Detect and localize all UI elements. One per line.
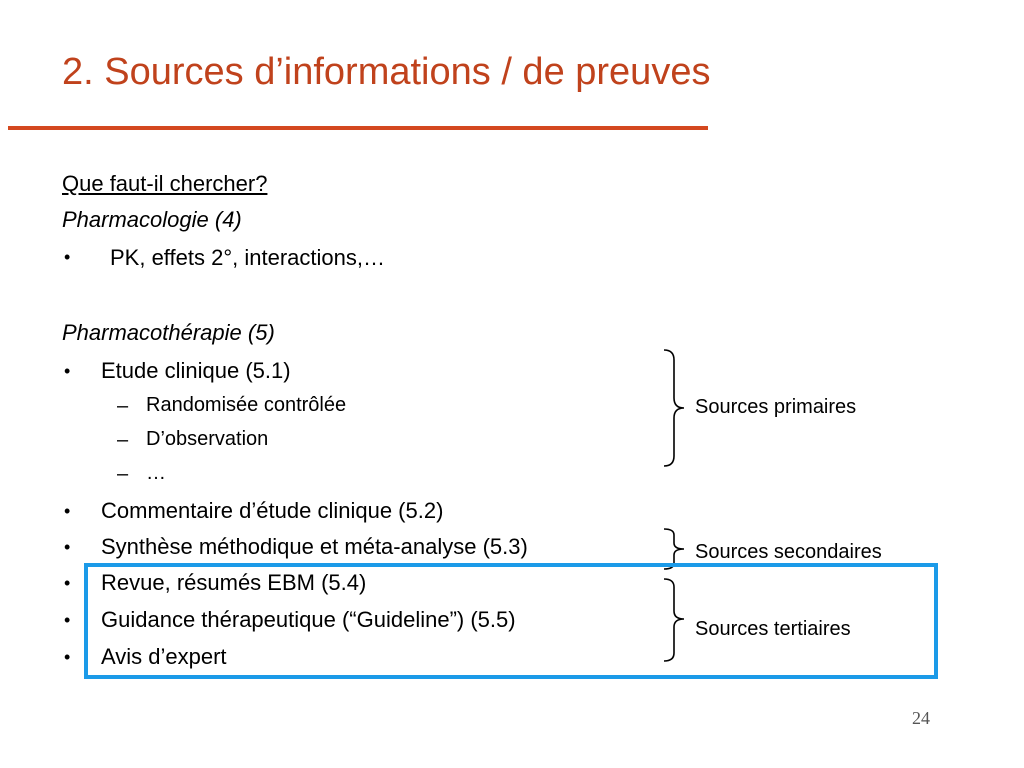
list-item-revue: Revue, résumés EBM (5.4) xyxy=(101,570,367,595)
bullet-marker: • xyxy=(64,647,71,667)
section-pharmacologie: Pharmacologie (4) xyxy=(62,207,242,232)
sub-item-randomisee: Randomisée contrôlée xyxy=(146,394,347,416)
subtitle-question: Que faut-il chercher? xyxy=(62,171,268,196)
list-item-commentaire: Commentaire d’étude clinique (5.2) xyxy=(101,498,444,523)
bullet-marker: • xyxy=(64,501,71,521)
label-sources-secondaires: Sources secondaires xyxy=(695,541,882,563)
label-sources-tertiaires: Sources tertiaires xyxy=(695,618,851,640)
slide-title: 2. Sources d’informations / de preuves xyxy=(62,51,711,93)
brace-primaires-icon xyxy=(660,348,690,470)
title-underline-rule xyxy=(8,126,708,130)
dash-marker: – xyxy=(117,463,129,485)
section-pharmacotherapie: Pharmacothérapie (5) xyxy=(62,320,275,345)
highlight-box-tertiary xyxy=(84,563,938,679)
bullet-marker: • xyxy=(64,537,71,557)
bullet-marker: • xyxy=(64,247,71,267)
list-item-guidance: Guidance thérapeutique (“Guideline”) (5.5) xyxy=(101,607,516,632)
bullet-marker: • xyxy=(64,361,71,381)
label-sources-primaires: Sources primaires xyxy=(695,396,857,418)
list-item-synthese: Synthèse méthodique et méta-analyse (5.3) xyxy=(101,534,528,559)
sub-item-ellipsis: … xyxy=(146,462,166,484)
dash-marker: – xyxy=(117,395,129,417)
list-item-etude-clinique: Etude clinique (5.1) xyxy=(101,358,291,383)
sub-item-observation: D’observation xyxy=(146,428,269,450)
page-number: 24 xyxy=(912,708,930,728)
pharmacologie-item: PK, effets 2°, interactions,… xyxy=(110,245,385,270)
bullet-marker: • xyxy=(64,573,71,593)
list-item-avis-expert: Avis d’expert xyxy=(101,644,227,669)
dash-marker: – xyxy=(117,429,129,451)
bullet-marker: • xyxy=(64,610,71,630)
